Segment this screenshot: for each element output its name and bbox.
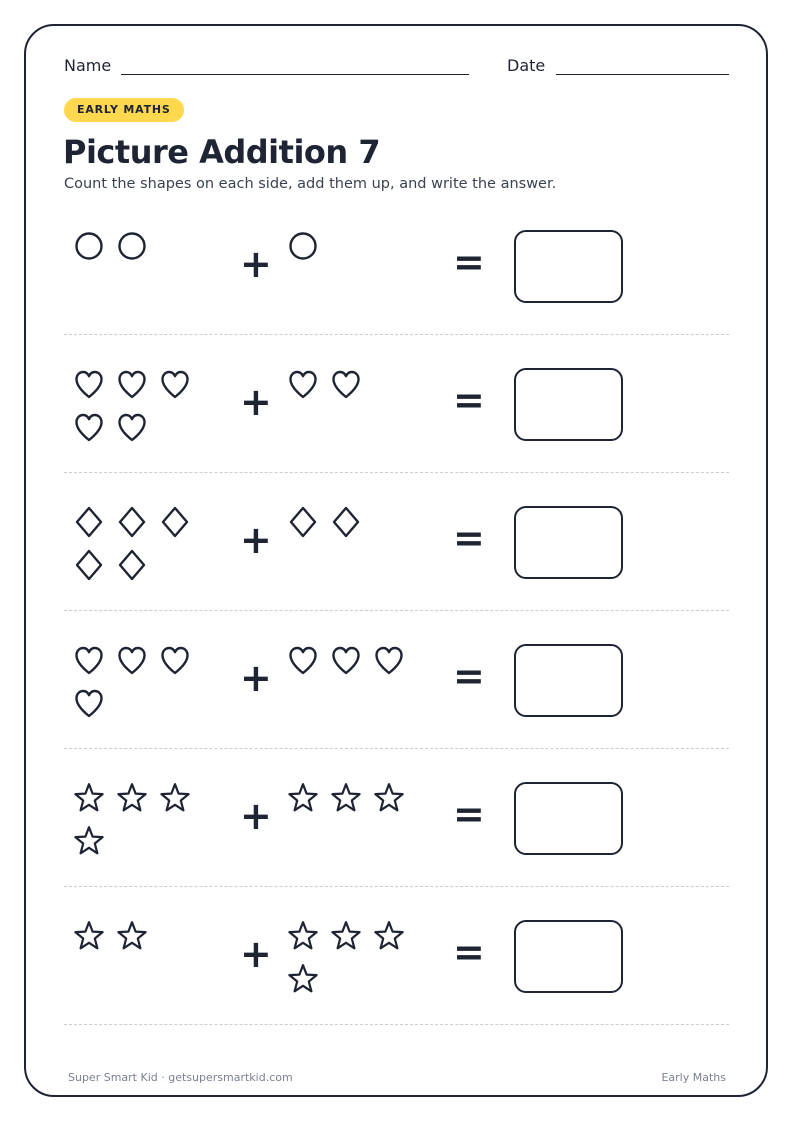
answer-box[interactable] [514,368,623,441]
equals-sign: = [453,930,485,974]
star-icon [371,780,407,816]
problem-row [64,474,729,611]
problem-3-left-group [71,504,211,583]
problem-row [64,336,729,473]
date-label: Date [507,56,546,75]
problem-5-left-group [71,780,211,859]
subject-badge: EARLY MATHS [64,98,184,122]
problem-2-right-group [285,366,425,402]
instructions: Count the shapes on each side, add them up, and write the answer. [64,176,557,192]
heart-icon [71,409,107,445]
diamond-icon [114,547,150,583]
problem-4-right-group [285,642,425,678]
problem-row [64,888,729,1025]
footer-source: Super Smart Kid · getsupersmartkid.com [68,1071,293,1084]
heart-icon [114,642,150,678]
plus-sign: + [240,932,272,976]
problem-5-right-group [285,780,425,816]
answer-box[interactable] [514,644,623,717]
diamond-icon [328,504,364,540]
heart-icon [157,366,193,402]
page-title: Picture Addition 7 [63,133,381,171]
circle-icon [114,228,150,264]
plus-sign: + [240,794,272,838]
problem-2-left-group [71,366,211,445]
star-icon [71,780,107,816]
plus-sign: + [240,656,272,700]
name-line [121,74,469,75]
problem-1-right-group [285,228,425,264]
star-icon [285,918,321,954]
plus-sign: + [240,518,272,562]
star-icon [114,780,150,816]
problem-4-left-group [71,642,211,721]
equals-sign: = [453,654,485,698]
equals-sign: = [453,792,485,836]
footer-subject: Early Maths [661,1071,726,1084]
equals-sign: = [453,516,485,560]
problem-6-left-group [71,918,211,954]
heart-icon [157,642,193,678]
diamond-icon [71,547,107,583]
plus-sign: + [240,380,272,424]
date-line [556,74,729,75]
answer-box[interactable] [514,920,623,993]
circle-icon [71,228,107,264]
answer-box[interactable] [514,230,623,303]
star-icon [328,918,364,954]
star-icon [328,780,364,816]
star-icon [285,961,321,997]
star-icon [157,780,193,816]
equals-sign: = [453,378,485,422]
problem-list [64,198,729,1026]
equals-sign: = [453,240,485,284]
heart-icon [71,685,107,721]
heart-icon [328,642,364,678]
diamond-icon [285,504,321,540]
diamond-icon [71,504,107,540]
plus-sign: + [240,242,272,286]
heart-icon [114,409,150,445]
student-info-row [64,56,729,78]
star-icon [71,918,107,954]
answer-box[interactable] [514,782,623,855]
problem-3-right-group [285,504,425,540]
star-icon [285,780,321,816]
problem-row [64,612,729,749]
heart-icon [328,366,364,402]
diamond-icon [114,504,150,540]
problem-1-left-group [71,228,211,264]
heart-icon [371,642,407,678]
diamond-icon [157,504,193,540]
problem-6-right-group [285,918,425,997]
circle-icon [285,228,321,264]
heart-icon [71,642,107,678]
star-icon [371,918,407,954]
star-icon [114,918,150,954]
name-label: Name [64,56,112,75]
heart-icon [285,642,321,678]
heart-icon [285,366,321,402]
problem-row [64,198,729,335]
heart-icon [71,366,107,402]
answer-box[interactable] [514,506,623,579]
star-icon [71,823,107,859]
problem-row [64,750,729,887]
heart-icon [114,366,150,402]
